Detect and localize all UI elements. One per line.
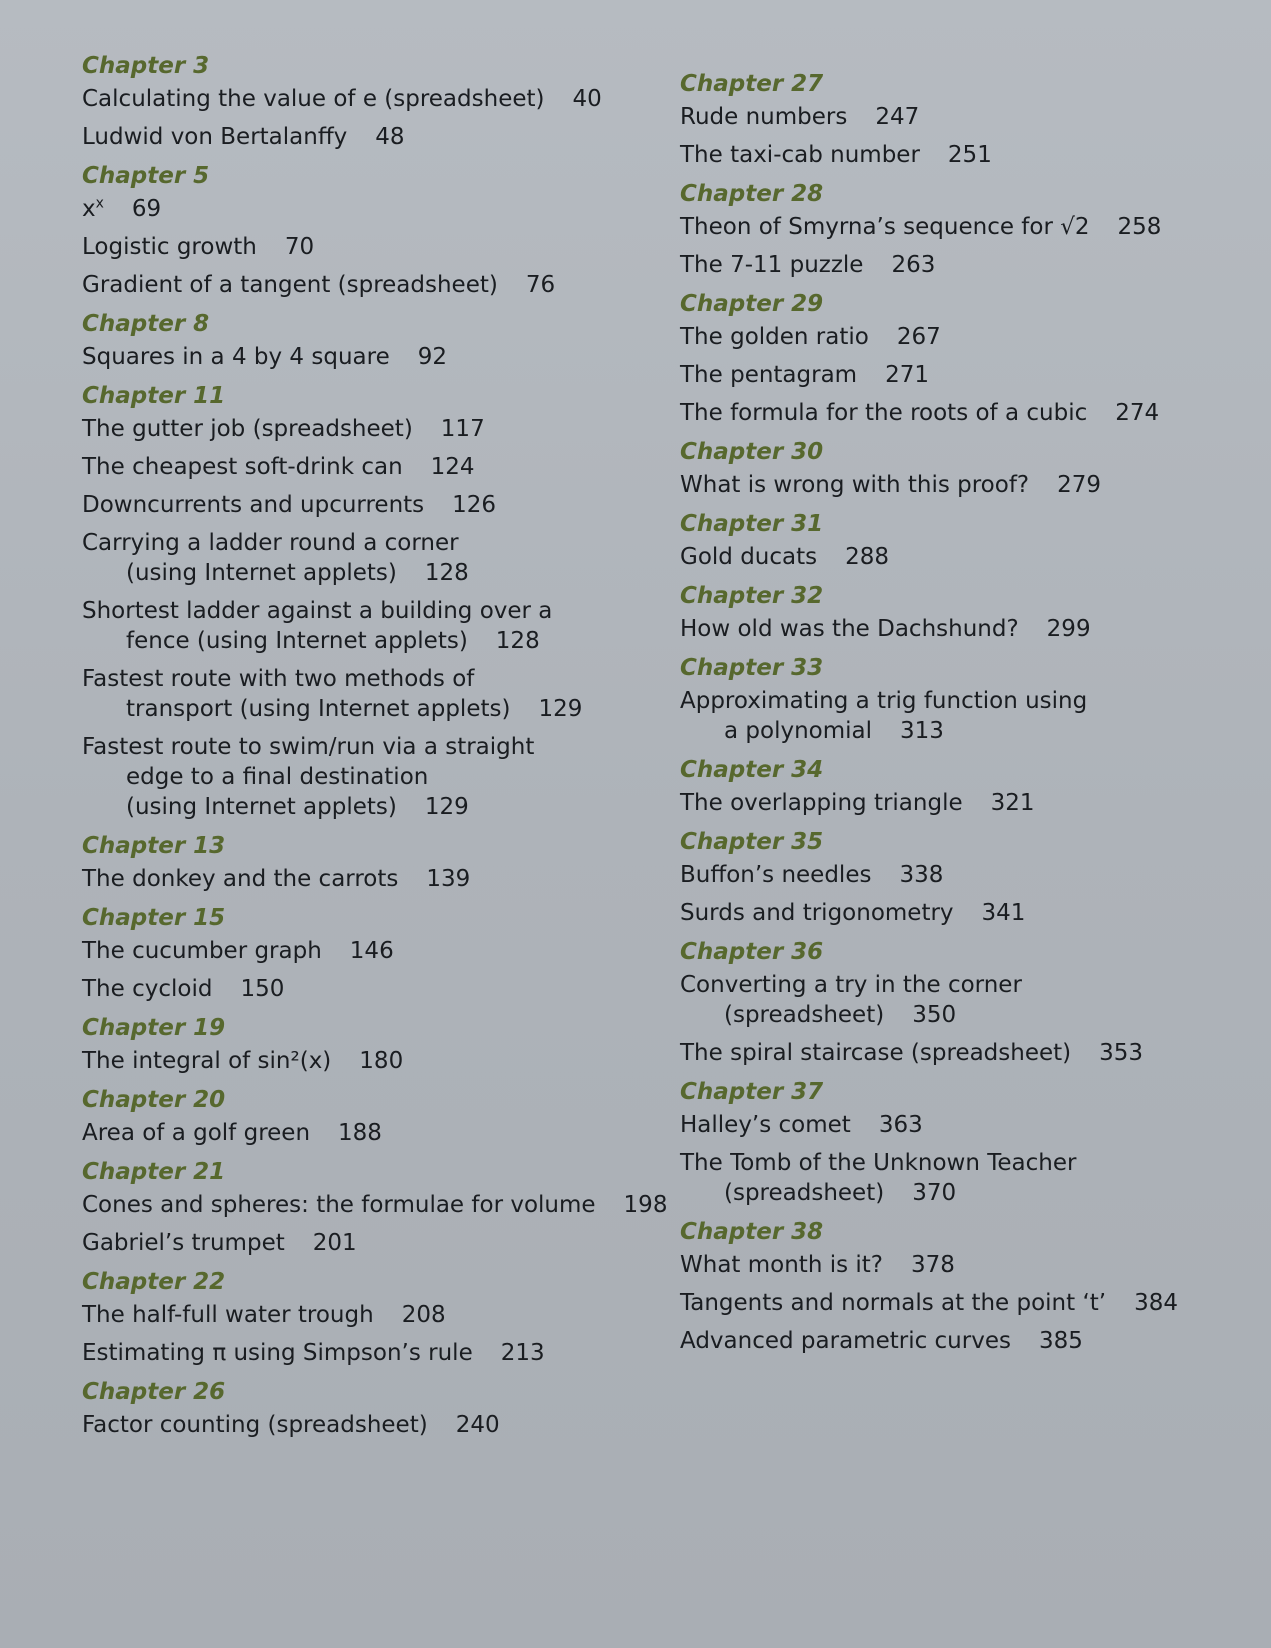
entry-title-line (680, 1326, 1260, 1356)
entry-title-line (82, 694, 682, 724)
toc-entry (680, 1250, 1260, 1280)
toc-entry (680, 102, 1260, 132)
entry-title-text: Rude numbers (680, 104, 848, 130)
entry-title-line (82, 414, 682, 444)
page-number: 126 (452, 492, 497, 518)
chapter-heading: Chapter 31 (680, 511, 824, 537)
chapter-heading: Chapter 34 (680, 757, 824, 783)
chapter-heading: Chapter 26 (82, 1379, 226, 1405)
toc-entry (680, 140, 1260, 170)
page-number: 353 (1099, 1040, 1144, 1066)
entry-title-line (82, 626, 682, 656)
entry-title-text: edge to a final destination (126, 764, 429, 790)
toc-entry (680, 860, 1260, 890)
entry-title-text: The cheapest soft-drink can (82, 454, 403, 480)
entry-title-line (82, 342, 682, 372)
entry-title-line (82, 194, 682, 224)
toc-entry (680, 614, 1260, 644)
page-number: 208 (401, 1302, 446, 1328)
toc-entry (680, 542, 1260, 572)
toc-entry (680, 1326, 1260, 1356)
entry-title-text: Buffon’s needles (680, 862, 872, 888)
entry-title-text: The integral of sin²(x) (82, 1048, 332, 1074)
entry-title-text: (spreadsheet) (724, 1180, 885, 1206)
entry-title-text: The taxi-cab number (680, 142, 920, 168)
chapter-heading: Chapter 22 (82, 1269, 226, 1295)
toc-entry (680, 250, 1260, 280)
right-column (680, 70, 1260, 1364)
toc-entry (82, 84, 682, 114)
entry-title-line (680, 360, 1260, 390)
toc-entry (680, 1110, 1260, 1140)
page-number: 146 (349, 938, 394, 964)
chapter-heading: Chapter 5 (82, 163, 210, 189)
page-number: 40 (572, 86, 602, 112)
page-number: 271 (885, 362, 929, 388)
toc-entry (82, 596, 682, 656)
toc-entry (680, 322, 1260, 352)
entry-title-line (82, 936, 682, 966)
toc-entry (82, 1410, 682, 1440)
page-number: 274 (1115, 400, 1160, 426)
entry-title-line (82, 664, 682, 694)
toc-entry (82, 864, 682, 894)
page-number: 350 (912, 1002, 957, 1028)
chapter-heading: Chapter 19 (82, 1015, 226, 1041)
entry-title-text: Halley’s comet (680, 1112, 851, 1138)
superscript: x (95, 195, 104, 212)
page-number: 129 (538, 696, 583, 722)
toc-entry (82, 414, 682, 444)
entry-title-line (82, 1118, 682, 1148)
entry-title-text: The Tomb of the Unknown Teacher (680, 1150, 1077, 1176)
page-number: 117 (440, 416, 485, 442)
entry-title-text: Carrying a ladder round a corner (82, 530, 459, 556)
page-number: 384 (1134, 1290, 1179, 1316)
chapter-heading: Chapter 11 (82, 383, 226, 409)
chapter-heading: Chapter 13 (82, 833, 226, 859)
page-number: 201 (312, 1230, 357, 1256)
toc-entry (82, 452, 682, 482)
page-number: 128 (495, 628, 540, 654)
entry-title-line (82, 1228, 682, 1258)
entry-title-line (82, 232, 682, 262)
entry-title-text: fence (using Internet applets) (126, 628, 468, 654)
page-number: 263 (891, 252, 936, 278)
entry-title-line (680, 614, 1260, 644)
page-number: 240 (455, 1412, 500, 1438)
entry-title-text: The formula for the roots of a cubic (680, 400, 1088, 426)
chapter-heading: Chapter 32 (680, 583, 824, 609)
page-number: 251 (947, 142, 992, 168)
toc-entry (82, 974, 682, 1004)
toc-entry (82, 732, 682, 822)
toc-entry (680, 1288, 1260, 1318)
entry-title-text: Factor counting (spreadsheet) (82, 1412, 428, 1438)
entry-title-line (680, 212, 1260, 242)
entry-title-line (680, 398, 1260, 428)
chapter-heading: Chapter 21 (82, 1159, 226, 1185)
toc-entry (680, 1038, 1260, 1068)
toc-entry (82, 1338, 682, 1368)
entry-title-text: What month is it? (680, 1252, 884, 1278)
toc-entry (82, 1190, 682, 1220)
entry-title-line (82, 1410, 682, 1440)
page-number: 198 (623, 1192, 668, 1218)
toc-entry (82, 664, 682, 724)
page-number: 247 (875, 104, 920, 130)
entry-title-text: The spiral staircase (spreadsheet) (680, 1040, 1072, 1066)
entry-title-text: Estimating π using Simpson’s rule (82, 1340, 473, 1366)
entry-title-line (680, 322, 1260, 352)
page-number: 385 (1038, 1328, 1083, 1354)
entry-title-line (680, 542, 1260, 572)
toc-entry (82, 1228, 682, 1258)
entry-title-line (680, 898, 1260, 928)
entry-title-line (680, 1148, 1260, 1178)
page-number: 279 (1057, 472, 1102, 498)
chapter-heading: Chapter 15 (82, 905, 226, 931)
chapter-heading: Chapter 29 (680, 291, 824, 317)
entry-title-line (680, 250, 1260, 280)
chapter-heading: Chapter 28 (680, 181, 824, 207)
entry-title-text: The donkey and the carrots (82, 866, 399, 892)
toc-entry (82, 342, 682, 372)
entry-title-line (82, 528, 682, 558)
chapter-heading: Chapter 33 (680, 655, 824, 681)
entry-title-text: The 7-11 puzzle (680, 252, 864, 278)
entry-title-text: Theon of Smyrna’s sequence for √2 (680, 214, 1090, 240)
entry-title-line (82, 1338, 682, 1368)
entry-title-text: Approximating a trig function using (680, 688, 1088, 714)
entry-title-line (680, 140, 1260, 170)
entry-title-line (680, 1250, 1260, 1280)
page-number: 288 (845, 544, 890, 570)
entry-title-text: Surds and trigonometry (680, 900, 954, 926)
page-number: 313 (900, 718, 944, 744)
entry-title-text: The golden ratio (680, 324, 869, 350)
chapter-heading: Chapter 37 (680, 1079, 824, 1105)
entry-title-text: Ludwid von Bertalanffy (82, 124, 348, 150)
entry-title-line (680, 470, 1260, 500)
entry-title-text: The half-full water trough (82, 1302, 374, 1328)
page-number: 92 (417, 344, 447, 370)
entry-title-text: Tangents and normals at the point ‘t’ (680, 1290, 1107, 1316)
toc-entry (680, 360, 1260, 390)
toc-entry (82, 1118, 682, 1148)
entry-title-text: Fastest route with two methods of (82, 666, 475, 692)
entry-title-line (82, 762, 682, 792)
chapter-heading: Chapter 20 (82, 1087, 226, 1113)
entry-title-line (680, 1110, 1260, 1140)
chapter-heading: Chapter 38 (680, 1219, 824, 1245)
page-number: 258 (1117, 214, 1162, 240)
entry-title-line (82, 1190, 682, 1220)
toc-entry (82, 528, 682, 588)
entry-title-text: (spreadsheet) (724, 1002, 885, 1028)
entry-title-text: Converting a try in the corner (680, 972, 1022, 998)
toc-entry (82, 122, 682, 152)
entry-title-text: How old was the Dachshund? (680, 616, 1019, 642)
entry-title-line (680, 716, 1260, 746)
page-number: 267 (896, 324, 941, 350)
page-number: 139 (426, 866, 471, 892)
page-number: 378 (911, 1252, 955, 1278)
toc-entry (680, 686, 1260, 746)
page-number: 341 (981, 900, 1026, 926)
entry-title-text: The cycloid (82, 976, 213, 1002)
page-number: 76 (525, 272, 556, 298)
toc-entry (680, 1148, 1260, 1208)
page-number: 213 (500, 1340, 545, 1366)
entry-title-text: transport (using Internet applets) (126, 696, 511, 722)
toc-entry (82, 936, 682, 966)
toc-entry (680, 788, 1260, 818)
entry-title-line (680, 1178, 1260, 1208)
toc-entry (82, 194, 682, 224)
toc-entry (82, 270, 682, 300)
entry-title-text: The cucumber graph (82, 938, 322, 964)
entry-title-text: The pentagram (680, 362, 858, 388)
entry-title-line (680, 1000, 1260, 1030)
entry-title-line (82, 732, 682, 762)
entry-title-line (82, 270, 682, 300)
toc-entry (82, 1300, 682, 1330)
toc-entry (82, 490, 682, 520)
entry-title-line (82, 1300, 682, 1330)
toc-entry (680, 398, 1260, 428)
entry-title-line (680, 860, 1260, 890)
page-number: 129 (424, 794, 469, 820)
entry-title-text: Gold ducats (680, 544, 818, 570)
entry-title-line (82, 84, 682, 114)
entry-title-line (680, 1038, 1260, 1068)
page-number: 299 (1046, 616, 1091, 642)
entry-title-text: The overlapping triangle (680, 790, 963, 816)
entry-title-text: The gutter job (spreadsheet) (82, 416, 413, 442)
entry-title-text: Gradient of a tangent (spreadsheet) (82, 272, 498, 298)
entry-title-line (82, 558, 682, 588)
page-number: 180 (359, 1048, 404, 1074)
left-column (82, 52, 682, 1448)
chapter-heading: Chapter 27 (680, 71, 824, 97)
entry-title-text: Calculating the value of e (spreadsheet) (82, 86, 545, 112)
entry-title-text: Cones and spheres: the formulae for volume (82, 1192, 596, 1218)
chapter-heading: Chapter 30 (680, 439, 824, 465)
page-number: 370 (912, 1180, 957, 1206)
entry-title-line (82, 864, 682, 894)
entry-title-text: Shortest ladder against a building over a (82, 598, 553, 624)
entry-title-text: Downcurrents and upcurrents (82, 492, 425, 518)
entry-title-text: (using Internet applets) (126, 560, 397, 586)
page-number: 124 (430, 454, 475, 480)
entry-title-text: What is wrong with this proof? (680, 472, 1030, 498)
page-number: 338 (899, 862, 944, 888)
page-number: 128 (424, 560, 469, 586)
entry-title-text: Squares in a 4 by 4 square (82, 344, 390, 370)
entry-title-text: Logistic growth (82, 234, 257, 260)
page-number: 70 (284, 234, 315, 260)
chapter-heading: Chapter 3 (82, 53, 210, 79)
entry-title-text: a polynomial (724, 718, 873, 744)
toc-entry (680, 212, 1260, 242)
entry-title-line (82, 452, 682, 482)
entry-title-line (82, 490, 682, 520)
entry-title-line (82, 1046, 682, 1076)
toc-entry (82, 232, 682, 262)
toc-entry (680, 470, 1260, 500)
page-number: 69 (131, 196, 162, 222)
entry-title-line (680, 788, 1260, 818)
entry-title-line (680, 102, 1260, 132)
chapter-heading: Chapter 35 (680, 829, 824, 855)
toc-entry (680, 970, 1260, 1030)
chapter-heading: Chapter 8 (82, 311, 210, 337)
entry-title-line (82, 596, 682, 626)
entry-title-text: Fastest route to swim/run via a straight (82, 734, 535, 760)
page-number: 48 (375, 124, 405, 150)
entry-title-text: (using Internet applets) (126, 794, 397, 820)
entry-title-text: Gabriel’s trumpet (82, 1230, 285, 1256)
page-number: 150 (240, 976, 285, 1002)
page-number: 321 (990, 790, 1035, 816)
entry-title-line (82, 122, 682, 152)
toc-entry (680, 898, 1260, 928)
entry-title-line (680, 1288, 1260, 1318)
page-number: 188 (338, 1120, 382, 1146)
page-number: 363 (878, 1112, 923, 1138)
entry-title-text: Advanced parametric curves (680, 1328, 1011, 1354)
toc-entry (82, 1046, 682, 1076)
chapter-heading: Chapter 36 (680, 939, 824, 965)
entry-title-text: x (82, 196, 96, 222)
entry-title-line (680, 970, 1260, 1000)
entry-title-line (680, 686, 1260, 716)
entry-title-line (82, 974, 682, 1004)
entry-title-text: Area of a golf green (82, 1120, 311, 1146)
entry-title-line (82, 792, 682, 822)
